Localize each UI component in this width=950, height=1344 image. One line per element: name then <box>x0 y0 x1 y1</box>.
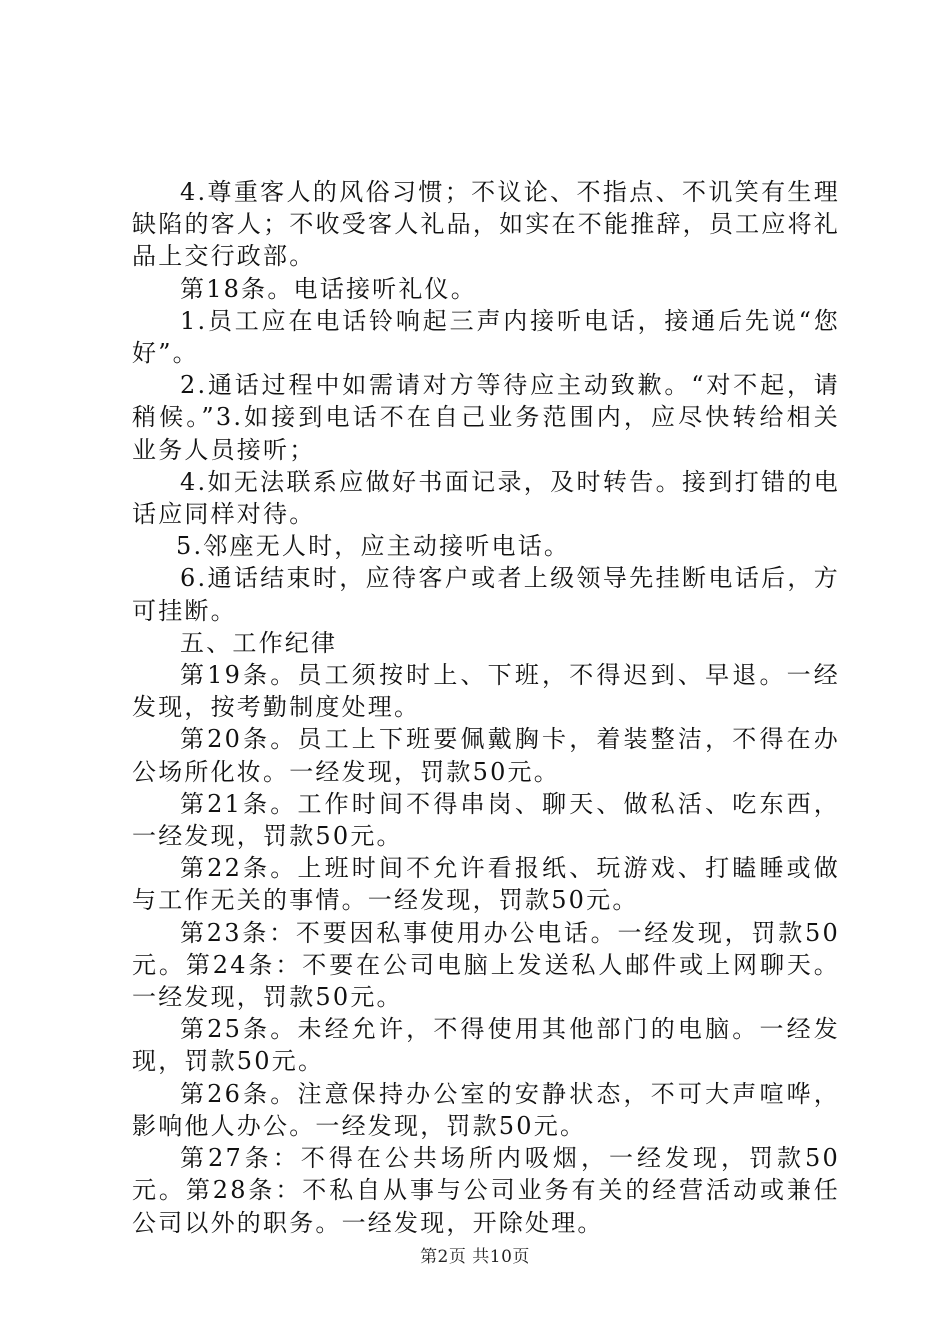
paragraph-phone-5: 5.邻座无人时，应主动接听电话。 <box>176 532 571 561</box>
article-26: 第26条。注意保持办公室的安静状态，不可大声喧哗，影响他人办公。一经发现，罚款50元。 <box>132 1079 840 1140</box>
article-23-24: 第23条：不要因私事使用办公电话。一经发现，罚款50元。第24条：不要在公司电脑上发送私人邮件或上网聊天。一经发现，罚款50元。 <box>132 918 840 1012</box>
article-25: 第25条。未经允许，不得使用其他部门的电脑。一经发现，罚款50元。 <box>132 1015 840 1076</box>
article-21: 第21条。工作时间不得串岗、聊天、做私活、吃东西，一经发现，罚款50元。 <box>132 789 840 851</box>
page-number-footer: 第2页 共10页 <box>420 1247 530 1267</box>
paragraph-phone-6: 6.通话结束时，应待客户或者上级领导先挂断电话后，方可挂断。 <box>132 564 840 625</box>
article-18-heading: 第18条。电话接听礼仪。 <box>180 274 477 303</box>
article-19: 第19条。员工须按时上、下班，不得迟到、早退。一经发现，按考勤制度处理。 <box>132 661 840 722</box>
paragraph-phone-1: 1.员工应在电话铃响起三声内接听电话，接通后先说“您好”。 <box>132 306 840 368</box>
document-body <box>132 176 840 1239</box>
article-20: 第20条。员工上下班要佩戴胸卡，着装整洁，不得在办公场所化妆。一经发现，罚款50元。 <box>132 725 840 786</box>
paragraph-phone-4: 4.如无法联系应做好书面记录，及时转告。接到打错的电话应同样对待。 <box>132 467 840 529</box>
paragraph-etiquette-4: 4.尊重客人的风俗习惯；不议论、不指点、不讥笑有生理缺陷的客人；不收受客人礼品，如实在不能推辞，员工应将礼品上交行政部。 <box>132 178 840 271</box>
paragraph-phone-2-3: 2.通话过程中如需请对方等待应主动致歉。“对不起，请稍候。”3.如接到电话不在自己业务范围内，应尽快转给相关业务人员接听； <box>132 371 840 464</box>
article-22: 第22条。上班时间不允许看报纸、玩游戏、打瞌睡或做与工作无关的事情。一经发现，罚款50元。 <box>132 854 840 915</box>
article-27-28: 第27条：不得在公共场所内吸烟，一经发现，罚款50元。第28条：不私自从事与公司业务有关的经营活动或兼任公司以外的职务。一经发现，开除处理。 <box>132 1144 840 1237</box>
section-heading-work-discipline: 五、工作纪律 <box>180 628 338 657</box>
